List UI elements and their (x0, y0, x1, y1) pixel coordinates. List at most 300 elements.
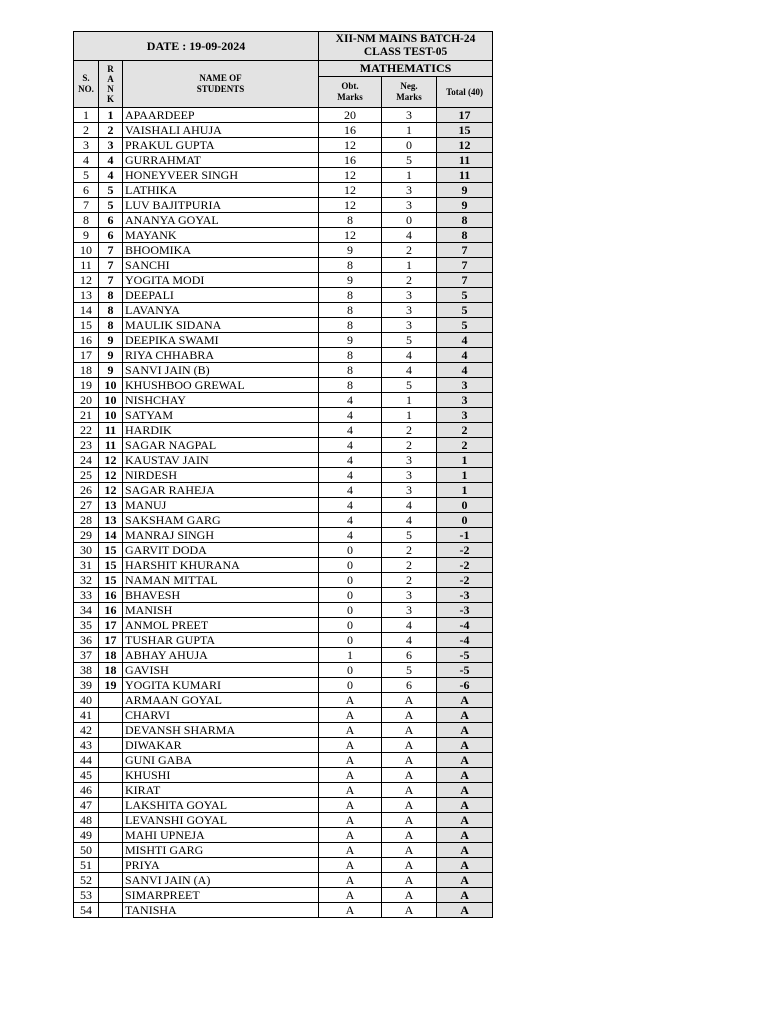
total-marks-cell: 1 (437, 483, 493, 498)
negative-marks-cell: 3 (382, 603, 437, 618)
obtained-marks-cell: 4 (319, 408, 382, 423)
serial-number-cell: 31 (74, 558, 99, 573)
serial-number-cell: 25 (74, 468, 99, 483)
obtained-marks-cell: 8 (319, 213, 382, 228)
total-marks-cell: A (437, 873, 493, 888)
obtained-marks-cell: 8 (319, 258, 382, 273)
total-marks-cell: 0 (437, 513, 493, 528)
serial-number-cell: 50 (74, 843, 99, 858)
serial-number-cell: 41 (74, 708, 99, 723)
table-row (74, 318, 493, 333)
obtained-marks-cell: 12 (319, 138, 382, 153)
negative-marks-cell: 2 (382, 543, 437, 558)
rank-header: R A N K (99, 61, 123, 108)
negative-marks-cell: A (382, 753, 437, 768)
total-marks-cell: 4 (437, 363, 493, 378)
obtained-marks-cell: A (319, 873, 382, 888)
table-row (74, 393, 493, 408)
total-marks-cell: A (437, 798, 493, 813)
obtained-marks-cell: 4 (319, 453, 382, 468)
total-marks-cell: 9 (437, 183, 493, 198)
table-row (74, 783, 493, 798)
negative-marks-cell: 1 (382, 408, 437, 423)
table-row (74, 153, 493, 168)
student-name-cell: SATYAM (123, 408, 319, 423)
student-name-cell: SANVI JAIN (B) (123, 363, 319, 378)
total-marks-cell: A (437, 843, 493, 858)
serial-number-cell: 10 (74, 243, 99, 258)
obtained-marks-cell: 8 (319, 363, 382, 378)
student-name-cell: MAHI UPNEJA (123, 828, 319, 843)
total-marks-cell: -2 (437, 558, 493, 573)
obtained-marks-cell: 8 (319, 318, 382, 333)
test-date: DATE : 19-09-2024 (74, 32, 319, 61)
table-row (74, 663, 493, 678)
student-name-cell: GAVISH (123, 663, 319, 678)
student-name-cell: MANRAJ SINGH (123, 528, 319, 543)
student-name-cell: BHAVESH (123, 588, 319, 603)
rank-cell (99, 873, 123, 888)
total-marks-cell: 2 (437, 438, 493, 453)
student-name-cell: ARMAAN GOYAL (123, 693, 319, 708)
negative-marks-cell: 5 (382, 528, 437, 543)
table-row (74, 228, 493, 243)
obtained-marks-cell: A (319, 888, 382, 903)
negative-marks-cell: 1 (382, 393, 437, 408)
serial-number-cell: 36 (74, 633, 99, 648)
total-marks-cell: A (437, 708, 493, 723)
serial-number-cell: 51 (74, 858, 99, 873)
negative-marks-cell: 4 (382, 228, 437, 243)
obtained-marks-cell: 4 (319, 438, 382, 453)
serial-number-cell: 39 (74, 678, 99, 693)
student-name-cell: SAKSHAM GARG (123, 513, 319, 528)
table-row (74, 843, 493, 858)
total-marks-cell: A (437, 768, 493, 783)
obtained-marks-cell: 4 (319, 483, 382, 498)
negative-marks-cell: 6 (382, 648, 437, 663)
rank-cell: 8 (99, 288, 123, 303)
student-name-cell: HONEYVEER SINGH (123, 168, 319, 183)
serial-number-cell: 9 (74, 228, 99, 243)
obtained-marks-cell: 9 (319, 333, 382, 348)
obtained-marks-cell: 4 (319, 513, 382, 528)
rank-cell: 11 (99, 438, 123, 453)
rank-cell: 3 (99, 138, 123, 153)
table-row (74, 903, 493, 918)
student-name-cell: LUV BAJITPURIA (123, 198, 319, 213)
rank-cell (99, 828, 123, 843)
negative-marks-cell: 3 (382, 303, 437, 318)
obtained-marks-cell: 4 (319, 468, 382, 483)
negative-marks-cell: 6 (382, 678, 437, 693)
negative-marks-cell: A (382, 798, 437, 813)
negative-marks-cell: A (382, 903, 437, 918)
student-name-cell: YOGITA KUMARI (123, 678, 319, 693)
negative-marks-cell: A (382, 828, 437, 843)
student-name-cell: LEVANSHI GOYAL (123, 813, 319, 828)
negative-marks-cell: 0 (382, 213, 437, 228)
student-name-cell: LAKSHITA GOYAL (123, 798, 319, 813)
rank-cell (99, 813, 123, 828)
obtained-marks-cell: 8 (319, 303, 382, 318)
obtained-marks-cell: 0 (319, 573, 382, 588)
table-row (74, 768, 493, 783)
table-row (74, 618, 493, 633)
total-header: Total (40) (437, 77, 493, 108)
rank-cell: 4 (99, 168, 123, 183)
student-name-cell: LATHIKA (123, 183, 319, 198)
negative-marks-cell: 4 (382, 513, 437, 528)
student-name-cell: GUNI GABA (123, 753, 319, 768)
serial-number-cell: 49 (74, 828, 99, 843)
obtained-marks-cell: 4 (319, 528, 382, 543)
table-row (74, 138, 493, 153)
total-marks-cell: -5 (437, 648, 493, 663)
neg-marks-header: Neg. Marks (382, 77, 437, 108)
total-marks-cell: 11 (437, 168, 493, 183)
student-name-cell: DEVANSH SHARMA (123, 723, 319, 738)
rank-cell: 11 (99, 423, 123, 438)
rank-cell (99, 858, 123, 873)
serial-number-cell: 5 (74, 168, 99, 183)
serial-number-cell: 38 (74, 663, 99, 678)
rank-cell: 5 (99, 198, 123, 213)
student-name-cell: RIYA CHHABRA (123, 348, 319, 363)
table-row (74, 438, 493, 453)
table-row (74, 573, 493, 588)
student-name-cell: MAYANK (123, 228, 319, 243)
total-marks-cell: 3 (437, 393, 493, 408)
total-marks-cell: A (437, 903, 493, 918)
serial-number-cell: 22 (74, 423, 99, 438)
negative-marks-cell: A (382, 723, 437, 738)
obtained-marks-cell: A (319, 843, 382, 858)
student-name-cell: VAISHALI AHUJA (123, 123, 319, 138)
rank-cell (99, 888, 123, 903)
table-row (74, 798, 493, 813)
student-name-cell: HARDIK (123, 423, 319, 438)
obtained-marks-cell: 9 (319, 273, 382, 288)
obt-marks-header: Obt. Marks (319, 77, 382, 108)
table-row (74, 123, 493, 138)
table-row (74, 108, 493, 123)
table-row (74, 498, 493, 513)
serial-number-cell: 2 (74, 123, 99, 138)
table-row (74, 408, 493, 423)
total-marks-cell: 7 (437, 258, 493, 273)
rank-cell: 12 (99, 453, 123, 468)
total-marks-cell: -1 (437, 528, 493, 543)
student-name-cell: SANVI JAIN (A) (123, 873, 319, 888)
negative-marks-cell: 4 (382, 633, 437, 648)
total-marks-cell: 2 (437, 423, 493, 438)
rank-cell: 18 (99, 663, 123, 678)
table-row (74, 873, 493, 888)
table-row (74, 168, 493, 183)
table-row (74, 303, 493, 318)
rank-cell: 16 (99, 588, 123, 603)
total-marks-cell: 7 (437, 243, 493, 258)
rank-cell: 19 (99, 678, 123, 693)
student-name-cell: DEEPALI (123, 288, 319, 303)
obtained-marks-cell: 16 (319, 123, 382, 138)
serial-number-cell: 27 (74, 498, 99, 513)
rank-cell: 9 (99, 363, 123, 378)
total-marks-cell: A (437, 753, 493, 768)
obtained-marks-cell: 4 (319, 423, 382, 438)
table-row (74, 693, 493, 708)
rank-cell: 4 (99, 153, 123, 168)
table-row (74, 813, 493, 828)
serial-number-cell: 33 (74, 588, 99, 603)
total-marks-cell: -3 (437, 588, 493, 603)
student-name-cell: MANUJ (123, 498, 319, 513)
negative-marks-cell: 2 (382, 573, 437, 588)
table-row (74, 198, 493, 213)
total-marks-cell: 5 (437, 288, 493, 303)
rank-cell: 6 (99, 213, 123, 228)
table-row (74, 648, 493, 663)
serial-number-cell: 44 (74, 753, 99, 768)
student-name-cell: NAMAN MITTAL (123, 573, 319, 588)
negative-marks-cell: 3 (382, 183, 437, 198)
subject-title: MATHEMATICS (319, 61, 493, 77)
obtained-marks-cell: 20 (319, 108, 382, 123)
obtained-marks-cell: 4 (319, 393, 382, 408)
rank-cell: 13 (99, 513, 123, 528)
table-row (74, 588, 493, 603)
total-marks-cell: A (437, 828, 493, 843)
serial-number-cell: 13 (74, 288, 99, 303)
student-name-cell: DEEPIKA SWAMI (123, 333, 319, 348)
table-row (74, 453, 493, 468)
obtained-marks-cell: A (319, 738, 382, 753)
rank-cell (99, 753, 123, 768)
student-name-cell: DIWAKAR (123, 738, 319, 753)
obtained-marks-cell: 12 (319, 228, 382, 243)
serial-number-cell: 26 (74, 483, 99, 498)
result-table (73, 31, 493, 918)
total-marks-cell: 5 (437, 303, 493, 318)
table-row (74, 543, 493, 558)
negative-marks-cell: 4 (382, 498, 437, 513)
negative-marks-cell: 3 (382, 288, 437, 303)
test-name: CLASS TEST-05 (363, 46, 448, 58)
rank-cell (99, 843, 123, 858)
rank-cell (99, 783, 123, 798)
negative-marks-cell: A (382, 708, 437, 723)
negative-marks-cell: 3 (382, 318, 437, 333)
student-name-cell: SAGAR NAGPAL (123, 438, 319, 453)
table-row (74, 603, 493, 618)
serial-number-cell: 30 (74, 543, 99, 558)
obtained-marks-cell: 0 (319, 558, 382, 573)
negative-marks-cell: 5 (382, 663, 437, 678)
negative-marks-cell: 1 (382, 258, 437, 273)
total-marks-cell: -5 (437, 663, 493, 678)
serial-number-cell: 20 (74, 393, 99, 408)
negative-marks-cell: A (382, 873, 437, 888)
serial-number-cell: 37 (74, 648, 99, 663)
serial-number-cell: 48 (74, 813, 99, 828)
negative-marks-cell: 1 (382, 168, 437, 183)
table-row (74, 558, 493, 573)
obtained-marks-cell: A (319, 903, 382, 918)
table-row (74, 678, 493, 693)
serial-number-cell: 3 (74, 138, 99, 153)
obtained-marks-cell: 8 (319, 378, 382, 393)
student-name-cell: SIMARPREET (123, 888, 319, 903)
obtained-marks-cell: 12 (319, 183, 382, 198)
rank-cell: 5 (99, 183, 123, 198)
rank-cell: 1 (99, 108, 123, 123)
name-header: NAME OF STUDENTS (123, 61, 319, 108)
negative-marks-cell: 1 (382, 123, 437, 138)
obtained-marks-cell: 0 (319, 603, 382, 618)
rank-cell: 18 (99, 648, 123, 663)
obtained-marks-cell: A (319, 723, 382, 738)
total-marks-cell: 4 (437, 348, 493, 363)
batch-name: XII-NM MAINS BATCH-24 (335, 33, 476, 45)
table-row (74, 333, 493, 348)
serial-number-cell: 54 (74, 903, 99, 918)
total-marks-cell: 12 (437, 138, 493, 153)
rank-cell (99, 693, 123, 708)
student-name-cell: ABHAY AHUJA (123, 648, 319, 663)
table-row (74, 708, 493, 723)
student-name-cell: GARVIT DODA (123, 543, 319, 558)
negative-marks-cell: A (382, 693, 437, 708)
rank-cell: 10 (99, 378, 123, 393)
negative-marks-cell: 4 (382, 363, 437, 378)
total-marks-cell: A (437, 693, 493, 708)
table-row (74, 258, 493, 273)
negative-marks-cell: 5 (382, 153, 437, 168)
table-row (74, 288, 493, 303)
rank-cell (99, 798, 123, 813)
obtained-marks-cell: A (319, 798, 382, 813)
batch-title (319, 32, 493, 61)
rank-cell: 12 (99, 483, 123, 498)
rank-cell: 10 (99, 393, 123, 408)
negative-marks-cell: 3 (382, 108, 437, 123)
total-marks-cell: A (437, 738, 493, 753)
rank-cell (99, 708, 123, 723)
negative-marks-cell: A (382, 858, 437, 873)
serial-number-cell: 11 (74, 258, 99, 273)
table-row (74, 483, 493, 498)
obtained-marks-cell: 12 (319, 168, 382, 183)
obtained-marks-cell: A (319, 783, 382, 798)
serial-number-cell: 16 (74, 333, 99, 348)
serial-number-cell: 34 (74, 603, 99, 618)
total-marks-cell: A (437, 858, 493, 873)
table-row (74, 348, 493, 363)
negative-marks-cell: 2 (382, 423, 437, 438)
rank-cell: 9 (99, 348, 123, 363)
total-marks-cell: -2 (437, 543, 493, 558)
rank-cell (99, 723, 123, 738)
table-row (74, 183, 493, 198)
student-name-cell: SANCHI (123, 258, 319, 273)
serial-number-cell: 43 (74, 738, 99, 753)
obtained-marks-cell: 0 (319, 633, 382, 648)
negative-marks-cell: 3 (382, 588, 437, 603)
student-name-cell: MANISH (123, 603, 319, 618)
student-name-cell: CHARVI (123, 708, 319, 723)
obtained-marks-cell: 8 (319, 348, 382, 363)
rank-cell (99, 768, 123, 783)
table-row (74, 723, 493, 738)
obtained-marks-cell: 8 (319, 288, 382, 303)
negative-marks-cell: A (382, 783, 437, 798)
total-marks-cell: 5 (437, 318, 493, 333)
negative-marks-cell: 2 (382, 243, 437, 258)
student-name-cell: NIRDESH (123, 468, 319, 483)
negative-marks-cell: A (382, 738, 437, 753)
serial-number-cell: 45 (74, 768, 99, 783)
negative-marks-cell: A (382, 888, 437, 903)
student-name-cell: HARSHIT KHURANA (123, 558, 319, 573)
total-marks-cell: A (437, 813, 493, 828)
serial-number-cell: 19 (74, 378, 99, 393)
obtained-marks-cell: 0 (319, 543, 382, 558)
obtained-marks-cell: A (319, 813, 382, 828)
negative-marks-cell: 3 (382, 483, 437, 498)
total-marks-cell: -4 (437, 618, 493, 633)
rank-cell: 13 (99, 498, 123, 513)
rank-cell: 15 (99, 558, 123, 573)
serial-number-cell: 8 (74, 213, 99, 228)
obtained-marks-cell: A (319, 693, 382, 708)
table-row (74, 828, 493, 843)
student-name-cell: KAUSTAV JAIN (123, 453, 319, 468)
serial-number-cell: 40 (74, 693, 99, 708)
table-row (74, 858, 493, 873)
obtained-marks-cell: 12 (319, 198, 382, 213)
negative-marks-cell: 4 (382, 618, 437, 633)
negative-marks-cell: 2 (382, 438, 437, 453)
table-row (74, 378, 493, 393)
serial-number-cell: 7 (74, 198, 99, 213)
rank-cell: 10 (99, 408, 123, 423)
obtained-marks-cell: 0 (319, 663, 382, 678)
obtained-marks-cell: 9 (319, 243, 382, 258)
serial-number-cell: 14 (74, 303, 99, 318)
table-row (74, 738, 493, 753)
serial-number-cell: 52 (74, 873, 99, 888)
rank-cell: 9 (99, 333, 123, 348)
serial-number-cell: 18 (74, 363, 99, 378)
table-row (74, 273, 493, 288)
table-row (74, 633, 493, 648)
rank-cell (99, 903, 123, 918)
total-marks-cell: 15 (437, 123, 493, 138)
negative-marks-cell: A (382, 768, 437, 783)
serial-number-cell: 6 (74, 183, 99, 198)
total-marks-cell: 9 (437, 198, 493, 213)
rank-cell: 8 (99, 303, 123, 318)
serial-number-cell: 53 (74, 888, 99, 903)
total-marks-cell: 8 (437, 228, 493, 243)
negative-marks-cell: 4 (382, 348, 437, 363)
negative-marks-cell: 0 (382, 138, 437, 153)
table-row (74, 363, 493, 378)
obtained-marks-cell: 0 (319, 678, 382, 693)
table-row (74, 468, 493, 483)
student-name-cell: KIRAT (123, 783, 319, 798)
